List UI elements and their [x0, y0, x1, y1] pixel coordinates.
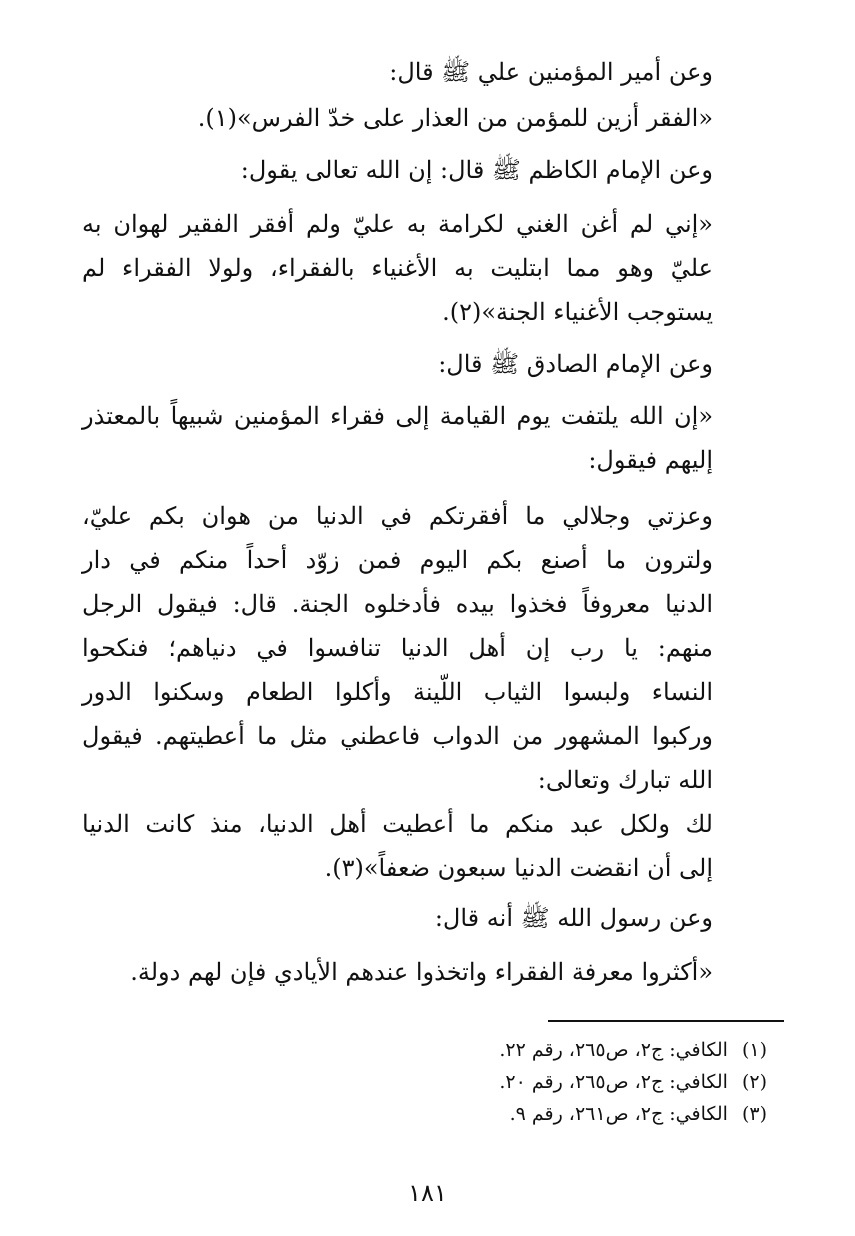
text-line: منهم: يا رب إن أهل الدنيا تنافسوا في دنياهم؛ فنكحوا: [82, 634, 713, 662]
text-line: عليّ وهو مما ابتليت به الأغنياء بالفقراء، ولولا الفقراء لم: [82, 254, 713, 282]
footnote-number: (٣): [741, 1103, 767, 1125]
text-line: إلى أن انقضت الدنيا سبعون ضعفاً»(٣).: [324, 854, 713, 882]
footnote-number: (٢): [741, 1071, 767, 1093]
text-line: «الفقر أزين للمؤمن من العذار على خدّ الفرس»(١).: [197, 104, 713, 132]
text-line: «إني لم أغن الغني لكرامة به عليّ ولم أفقر الفقير لهوان به: [82, 210, 713, 238]
text-line: وركبوا المشهور من الدواب فاعطني مثل ما أعطيتهم. فيقول: [82, 722, 713, 750]
text-line: ولترون ما أصنع بكم اليوم فمن زوّد أحداً منكم في دار: [82, 546, 713, 574]
footnote-text: الكافي: ج٢، ص٢٦٥، رقم ٢٠.: [499, 1071, 728, 1093]
text-line: وعن رسول الله ﷺ أنه قال:: [434, 904, 713, 932]
footnote-text: الكافي: ج٢، ص٢٦٥، رقم ٢٢.: [499, 1039, 728, 1061]
text-line: وعن أمير المؤمنين علي ﷺ قال:: [389, 58, 713, 86]
text-line: وعن الإمام الصادق ﷺ قال:: [438, 350, 713, 378]
page-number: ١٨١: [408, 1179, 447, 1207]
text-line: وعن الإمام الكاظم ﷺ قال: إن الله تعالى يقول:: [240, 156, 713, 184]
text-line: يستوجب الأغنياء الجنة»(٢).: [442, 298, 713, 326]
text-line: الله تبارك وتعالى:: [537, 766, 713, 794]
text-line: النساء ولبسوا الثياب اللّينة وأكلوا الطعام وسكنوا الدور: [82, 678, 713, 706]
text-line: الدنيا معروفاً فخذوا بيده فأدخلوه الجنة. قال: فيقول الرجل: [82, 590, 713, 618]
footnote-text: الكافي: ج٢، ص٢٦١، رقم ٩.: [509, 1103, 728, 1125]
text-line: «أكثروا معرفة الفقراء واتخذوا عندهم الأيادي فإن لهم دولة.: [130, 958, 713, 986]
footnote: [499, 1036, 767, 1064]
footnote-separator: [548, 1020, 784, 1022]
text-line: لك ولكل عبد منكم ما أعطيت أهل الدنيا، منذ كانت الدنيا: [82, 810, 713, 838]
text-line: وعزتي وجلالي ما أفقرتكم في الدنيا من هوان بكم عليّ،: [82, 502, 713, 530]
footnote-number: (١): [741, 1039, 767, 1061]
text-line: إليهم فيقول:: [588, 446, 713, 474]
footnote: [499, 1068, 767, 1096]
text-line: «إن الله يلتفت يوم القيامة إلى فقراء المؤمنين شبيهاً بالمعتذر: [82, 402, 713, 430]
footnote: [510, 1100, 767, 1128]
